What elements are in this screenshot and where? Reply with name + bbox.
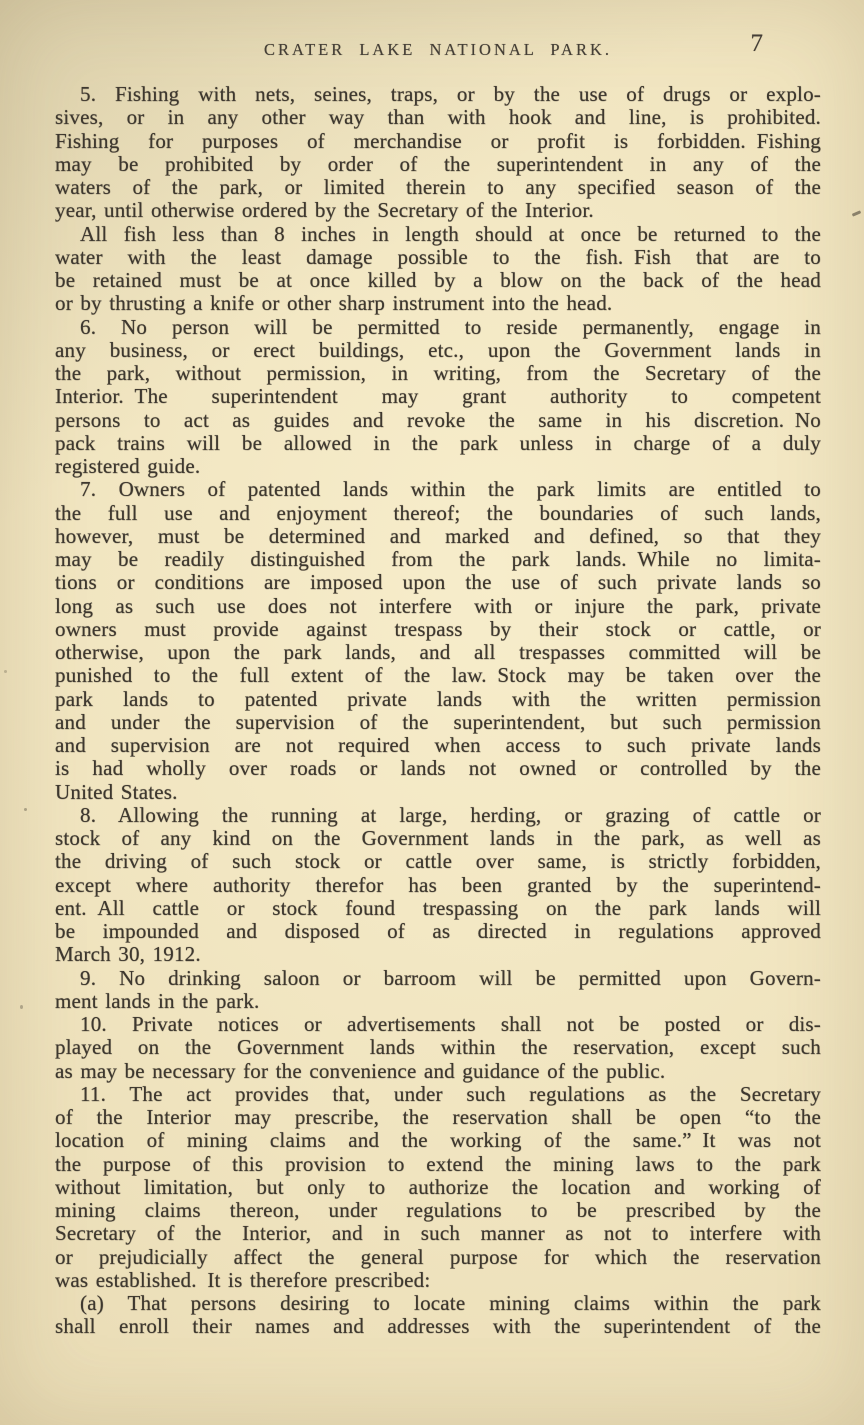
text-line: 6. No person will be permitted to reside permanently, engage in: [80, 315, 821, 339]
text-line: 10. Private notices or advertisements shall not be posted or dis-: [80, 1013, 821, 1036]
paragraph: [55, 804, 821, 967]
text-line: 11. The act provides that, under such regulations as the Secretary: [80, 1082, 821, 1106]
text-line: the full use and enjoyment thereof; the boundaries of such lands,: [55, 501, 821, 525]
paragraph: [55, 1292, 821, 1339]
body-text-block: [55, 83, 821, 1339]
ink-speck: [20, 1005, 23, 1009]
text-line: 9. No drinking saloon or barroom will be permitted upon Govern-: [80, 966, 821, 990]
text-line: All fish less than 8 inches in length should at once be returned to the: [80, 222, 821, 246]
text-line: ent. All cattle or stock found trespassing on the park lands will: [55, 896, 821, 920]
text-line: registered guide.: [55, 455, 201, 478]
paragraph: [55, 223, 821, 316]
text-line: tions or conditions are imposed upon the use of such private lands so: [55, 571, 821, 595]
text-line: or by thrusting a knife or other sharp instrument into the head.: [55, 292, 613, 316]
text-line: 7. Owners of patented lands within the park limits are entitled to: [80, 478, 821, 502]
text-line: March 30, 1912.: [55, 943, 201, 967]
text-line: ment lands in the park.: [55, 989, 260, 1013]
ink-speck: [4, 670, 7, 673]
text-line: shall enroll their names and addresses with the superintendent of the: [55, 1315, 821, 1339]
paragraph: [55, 967, 821, 1014]
text-line: Secretary of the Interior, and in such manner as not to interfere with: [55, 1222, 821, 1246]
paragraph: [55, 316, 821, 479]
text-line: owners must provide against trespass by their stock or cattle, or: [55, 617, 821, 641]
page-number: 7: [750, 30, 763, 57]
text-line: be impounded and disposed of as directed in regulations approved: [55, 920, 821, 943]
text-line: Fishing for purposes of merchandise or profit is forbidden. Fishing: [55, 129, 821, 153]
text-line: played on the Government lands within the reservation, except such: [55, 1036, 821, 1060]
paragraph: [55, 1013, 821, 1083]
text-line: stock of any kind on the Government lands in the park, as well as: [55, 827, 821, 850]
text-line: waters of the park, or limited therein to any specified season of the: [55, 176, 821, 199]
text-line: any business, or erect buildings, etc., upon the Government lands in: [55, 338, 821, 362]
text-line: the park, without permission, in writing, from the Secretary of the: [55, 362, 821, 385]
text-line: the purpose of this provision to extend the mining laws to the park: [55, 1152, 821, 1176]
text-line: and supervision are not required when access to such private lands: [55, 734, 821, 757]
text-line: sives, or in any other way than with hook and line, is prohibited.: [55, 106, 821, 130]
text-line: location of mining claims and the working of the same.” It was not: [55, 1129, 821, 1153]
text-line: of the Interior may prescribe, the reservation shall be open “to the: [55, 1106, 821, 1129]
paragraph: [55, 83, 821, 223]
text-line: punished to the full extent of the law. Stock may be taken over the: [55, 664, 821, 688]
text-line: park lands to patented private lands with the written permission: [55, 687, 821, 711]
text-line: was established. It is therefore prescribed:: [55, 1268, 431, 1292]
text-line: without limitation, but only to authorize the location and working of: [55, 1175, 821, 1199]
text-line: is had wholly over roads or lands not owned or controlled by the: [55, 757, 821, 781]
text-line: persons to act as guides and revoke the same in his discretion. No: [55, 408, 821, 432]
text-line: pack trains will be allowed in the park unless in charge of a duly: [55, 431, 821, 455]
ink-speck: [852, 210, 861, 216]
text-line: otherwise, upon the park lands, and all trespasses committed will be: [55, 641, 821, 664]
paragraph: [55, 478, 821, 804]
ink-speck: [24, 808, 27, 811]
text-line: the driving of such stock or cattle over same, is strictly forbidden,: [55, 850, 821, 874]
text-line: Interior. The superintendent may grant authority to competent: [55, 385, 821, 409]
page-header: [55, 30, 821, 64]
text-line: water with the least damage possible to the fish. Fish that are to: [55, 245, 821, 269]
text-line: long as such use does not interfere with or injure the park, private: [55, 594, 821, 618]
text-line: however, must be determined and marked and defined, so that they: [55, 524, 821, 548]
text-line: mining claims thereon, under regulations to be prescribed by the: [55, 1199, 821, 1222]
text-line: 8. Allowing the running at large, herding, or grazing of cattle or: [80, 803, 821, 827]
text-line: or prejudicially affect the general purpose for which the reservation: [55, 1245, 821, 1269]
text-line: be retained must be at once killed by a blow on the back of the head: [55, 269, 821, 292]
text-line: as may be necessary for the convenience and guidance of the public.: [55, 1059, 666, 1083]
text-line: year, until otherwise ordered by the Secretary of the Interior.: [55, 199, 594, 223]
paragraph: [55, 1083, 821, 1292]
text-line: and under the supervision of the superintendent, but such permission: [55, 710, 821, 734]
running-head-title: CRATER LAKE NATIONAL PARK.: [263, 40, 613, 59]
text-line: except where authority therefor has been granted by the superintend-: [55, 873, 821, 897]
text-line: may be prohibited by order of the superintendent in any of the: [55, 152, 821, 176]
text-line: (a) That persons desiring to locate mining claims within the park: [80, 1292, 821, 1315]
text-line: United States.: [55, 780, 178, 804]
text-line: may be readily distinguished from the park lands. While no limita-: [55, 548, 821, 571]
text-line: 5. Fishing with nets, seines, traps, or by the use of drugs or explo-: [80, 83, 821, 106]
